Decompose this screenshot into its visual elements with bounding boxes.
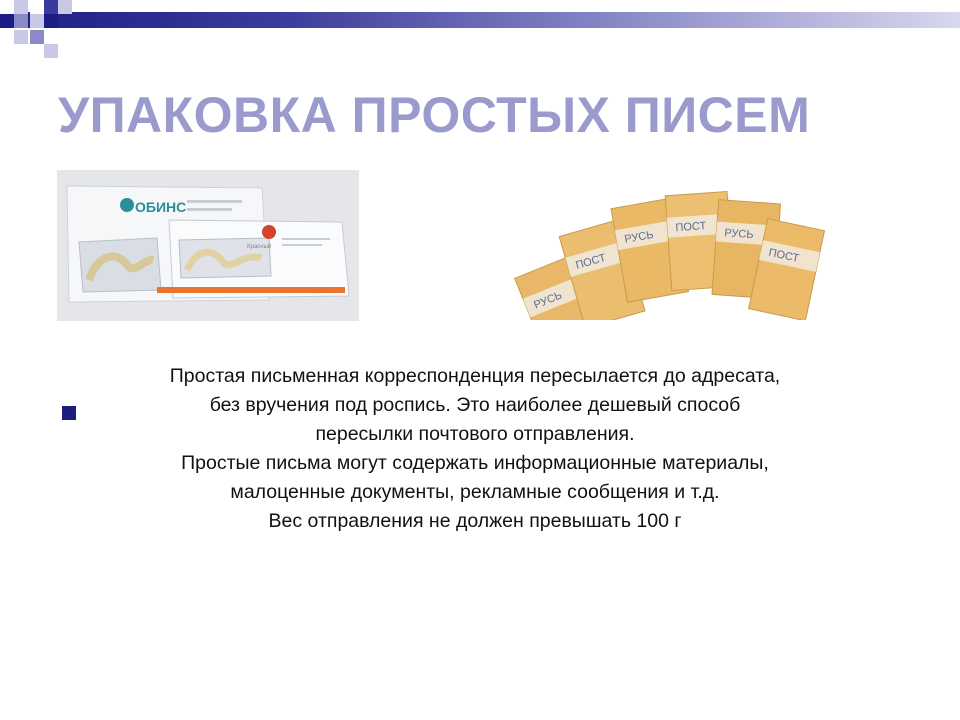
letter-stamp-text: ПОСТ [767, 246, 801, 265]
envelope-logo-text: ОБИНС [135, 199, 187, 215]
corner-squares-decoration [0, 0, 90, 60]
body-text-line: Простые письма могут содержать информационные материалы, [181, 452, 769, 474]
bullet-square-icon [62, 406, 76, 420]
envelopes-photo [57, 170, 359, 321]
title-accent-bar [0, 12, 960, 28]
letter-stamp-text: РУСЬ [723, 227, 754, 242]
body-text-line: Простая письменная корреспонденция пересылается до адресата, [169, 365, 781, 387]
letter-stamp-text: РУСЬ [623, 228, 655, 246]
yellow-letters-photo [505, 180, 830, 320]
body-text-block [90, 362, 860, 536]
body-text-line: пересылки почтового отправления. [315, 423, 635, 445]
body-text-line: Вес отправления не должен превышать 100 г [268, 510, 682, 532]
envelope-stamp-text: Красный [247, 244, 272, 250]
letter-stamp-text: РУСЬ [532, 289, 564, 312]
letter-stamp-text: ПОСТ [675, 220, 707, 235]
letter-stamp-text: ПОСТ [574, 251, 608, 272]
body-text-line: малоценные документы, рекламные сообщения и т.д. [230, 481, 720, 503]
body-text-line: без вручения под роспись. Это наиболее дешевый способ [209, 394, 741, 416]
slide-title: УПАКОВКА ПРОСТЫХ ПИСЕМ [58, 87, 811, 143]
